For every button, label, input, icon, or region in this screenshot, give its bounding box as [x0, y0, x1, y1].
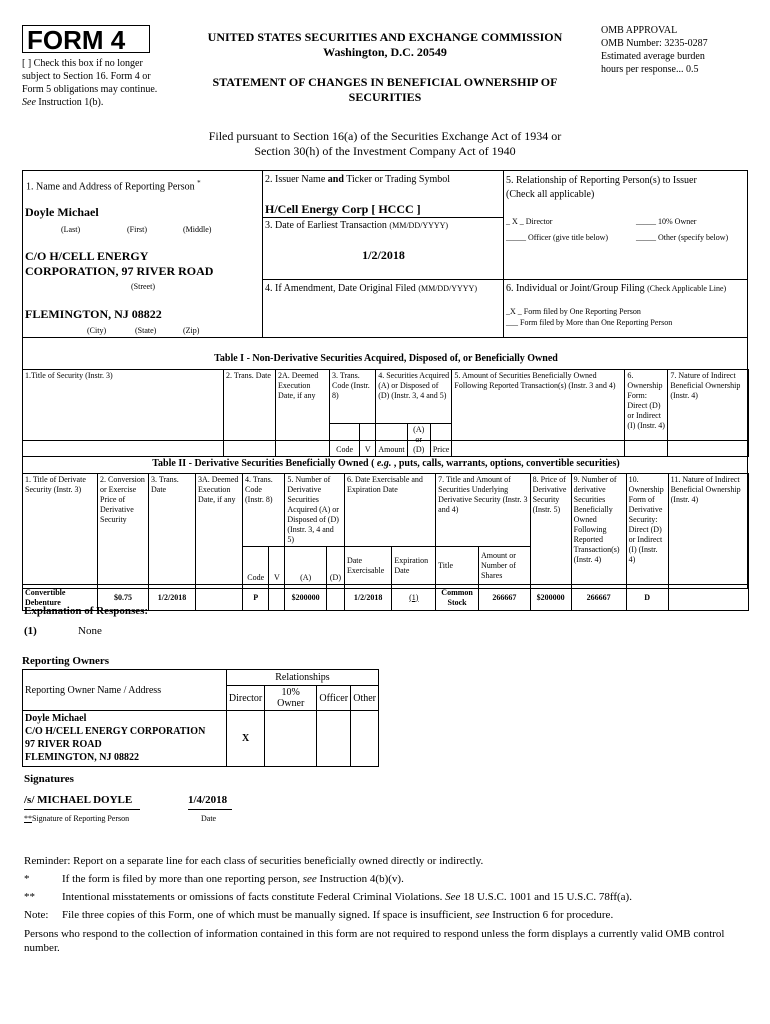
t2-row-deriv-price: $200000	[530, 585, 571, 611]
box5-label-line2: (Check all applicable)	[506, 189, 595, 200]
first-caption: (First)	[127, 225, 147, 234]
owner-col-name: Reporting Owner Name / Address	[23, 670, 227, 711]
table1-frame	[22, 337, 748, 454]
box1-label-text: 1. Name and Address of Reporting Person	[26, 181, 195, 193]
t1-col2a: 2A. Deemed Execution Date, if any	[276, 370, 330, 457]
t2-sub-v: V	[269, 547, 285, 585]
owner-line1: Doyle Michael	[25, 713, 87, 724]
t2-col5: 5. Number of Derivative Securities Acquired (A) or Disposed of (D) (Instr. 3, 4 and 5)	[285, 474, 345, 547]
omb-line3: Estimated average burden	[601, 51, 705, 62]
t2-col1: 1. Title of Derivate Security (Instr. 3)	[23, 474, 98, 585]
owner-address	[23, 711, 227, 767]
box4-label-text: 4. If Amendment, Date Original Filed	[265, 283, 416, 294]
t2-row-title: Convertible Debenture	[23, 585, 98, 611]
owner-officer-cell	[317, 711, 351, 767]
filed-line1: Filed pursuant to Section 16(a) of the Securities Exchange Act of 1934 or	[208, 129, 562, 143]
t2-col8: 8. Price of Derivative Security (Instr. 5)	[530, 474, 571, 585]
t2-sub-title: Title	[436, 547, 479, 585]
zip-caption: (Zip)	[183, 326, 200, 335]
footnote-star1-mark: *	[24, 873, 30, 885]
box6-label-text: 6. Individual or Joint/Group Filing	[506, 283, 645, 294]
t2-col4: 4. Trans. Code (Instr. 8)	[243, 474, 285, 547]
box4	[263, 280, 504, 337]
note-see: see	[475, 909, 490, 921]
director-option: _ X _ Director	[506, 217, 553, 226]
t2-row-owned: 266667	[571, 585, 626, 611]
filing-opt1: _X _ Form filed by One Reporting Person	[506, 307, 641, 316]
explanation-heading: Explanation of Responses:	[24, 605, 149, 617]
t1-col6: 6. Ownership Form: Direct (D) or Indirect (I) (Instr. 4)	[625, 370, 668, 457]
note-post: Instruction 6 for procedure.	[489, 909, 614, 921]
box2	[263, 171, 504, 218]
table2-frame	[22, 441, 748, 607]
t2-sub-expiration: Expiration Date	[392, 547, 436, 585]
earliest-transaction-date: 1/2/2018	[362, 248, 405, 262]
table1-title: Table I - Non-Derivative Securities Acquired, Disposed of, or Beneficially Owned	[214, 353, 558, 364]
state-caption: (State)	[135, 326, 157, 335]
owner-col-officer: Officer	[317, 686, 351, 711]
t2-row-und-title: Common Stock	[436, 585, 479, 611]
t2-row-expiration-link[interactable]: (1)	[392, 585, 436, 611]
box5-label	[506, 174, 697, 202]
t2-row-nature	[668, 585, 748, 611]
street-address	[25, 249, 213, 279]
agency-line2: Washington, D.C. 20549	[323, 45, 447, 59]
filed-pursuant	[100, 129, 670, 159]
t2-row-v	[269, 585, 285, 611]
officer-option: _____ Officer (give title below)	[506, 233, 609, 242]
footnote-star1	[62, 873, 404, 886]
t1-col5: 5. Amount of Securities Beneficially Owned Following Reported Transaction(s) (Instr. 3 and 4)	[452, 370, 625, 457]
t2-row-form: D	[626, 585, 668, 611]
t2-row-code: P	[243, 585, 269, 611]
reporting-grid	[22, 170, 748, 338]
t2-col10: 10. Ownership Form of Derivative Security: Direct (D) or Indirect (I) (Instr. 4)	[626, 474, 668, 585]
street-line2: CORPORATION, 97 RIVER ROAD	[25, 264, 214, 278]
table2-title-eg: e.g.	[376, 458, 392, 469]
check-box-notice	[22, 57, 172, 109]
box3	[263, 218, 504, 280]
table2	[22, 473, 749, 611]
explanation-t1: None	[78, 625, 102, 637]
owner-other-cell	[351, 711, 379, 767]
signatures-heading: Signatures	[24, 773, 74, 785]
signature-date: 1/4/2018	[188, 794, 232, 810]
t2-col3: 3. Trans. Date	[149, 474, 196, 585]
last-caption: (Last)	[61, 225, 81, 234]
note-text	[62, 909, 613, 922]
form-title: FORM 4	[27, 25, 126, 55]
box5	[504, 171, 747, 280]
table2-title-post: , puts, calls, warrants, options, convertible securities)	[391, 458, 620, 469]
explanation-n1: (1)	[24, 625, 37, 637]
owners-table	[22, 669, 379, 767]
agency-block	[175, 30, 595, 105]
star2-pre: Intentional misstatements or omissions of facts constitute Federal Criminal Violations.	[62, 891, 446, 903]
owner-col-ten-pct: 10% Owner	[265, 686, 317, 711]
footnote-star2-mark: **	[24, 891, 35, 903]
t2-row-exercisable: 1/2/2018	[344, 585, 391, 611]
star2-post: 18 U.S.C. 1001 and 15 U.S.C. 78ff(a).	[460, 891, 632, 903]
statement-line1: STATEMENT OF CHANGES IN BENEFICIAL OWNERSHIP OF	[212, 75, 558, 89]
t1-sub-code: Code	[330, 424, 360, 457]
ten-pct-option: _____ 10% Owner	[636, 217, 697, 226]
t1-col1: 1.Title of Security (Instr. 3)	[23, 370, 224, 457]
t1-col2: 2. Trans. Date	[224, 370, 276, 457]
box3-label-text: 3. Date of Earliest Transaction	[265, 220, 387, 231]
box6	[504, 280, 747, 337]
star1-post: Instruction 4(b)(v).	[316, 873, 404, 885]
t1-sub-price: Price	[430, 424, 452, 457]
table2-title-pre: Table II - Derivative Securities Beneficially Owned (	[152, 458, 377, 469]
signature-caption	[24, 814, 129, 824]
reminder: Reminder: Report on a separate line for each class of securities beneficially owned directly or indirectly.	[24, 855, 484, 867]
omb-block	[601, 24, 761, 76]
filed-line2: Section 30(h) of the Investment Company Act of 1940	[254, 144, 516, 158]
see-word: See	[22, 97, 36, 108]
t2-col9: 9. Number of derivative Securities Beneficially Owned Following Reported Transaction(s) (Instr. 4)	[571, 474, 626, 585]
reporter-name: Doyle Michael	[25, 205, 99, 219]
table-row	[23, 711, 379, 767]
box3-label-fmt: (MM/DD/YYYY)	[389, 221, 449, 230]
check-box-text: [ ] Check this box if no longer subject to Section 16. Form 4 or Form 5 obligations may continue.	[22, 58, 158, 95]
box6-label-note: (Check Applicable Line)	[647, 284, 727, 293]
check-box-suffix: Instruction 1(b).	[35, 97, 104, 108]
t2-col7: 7. Title and Amount of Securities Underlying Derivative Security (Instr. 3 and 4)	[436, 474, 530, 547]
signature-mark: **	[24, 814, 32, 823]
box1-label	[26, 177, 201, 193]
owner-line4: FLEMINGTON, NJ 08822	[25, 752, 139, 763]
statement-line2: SECURITIES	[348, 90, 422, 104]
t2-row-a: $200000	[285, 585, 327, 611]
t2-sub-a: (A)	[285, 547, 327, 585]
t1-sub-aord: (A) or (D)	[407, 424, 430, 457]
box1	[23, 171, 263, 337]
star1-see: see	[302, 873, 317, 885]
t2-sub-d: (D)	[326, 547, 344, 585]
signature-label: Signature of Reporting Person	[32, 814, 130, 823]
box2-label-post: Ticker or Trading Symbol	[343, 174, 451, 185]
omb-line2: OMB Number: 3235-0287	[601, 38, 708, 49]
owner-line2: C/O H/CELL ENERGY CORPORATION	[25, 726, 206, 737]
street-caption: (Street)	[131, 282, 155, 291]
filing-opt2: ___ Form filed by More than One Reporting Person	[506, 318, 673, 327]
omb-line1: OMB APPROVAL	[601, 25, 678, 36]
city-line: FLEMINGTON, NJ 08822	[25, 307, 162, 321]
issuer-name: H/Cell Energy Corp [ HCCC ]	[265, 202, 421, 216]
box3-label	[265, 220, 448, 232]
t2-row-date: 1/2/2018	[149, 585, 196, 611]
t1-col4: 4. Securities Acquired (A) or Disposed of (D) (Instr. 3, 4 and 5)	[376, 370, 452, 424]
t1-col3: 3. Trans. Code (Instr. 8)	[330, 370, 376, 424]
omb-line4: hours per response... 0.5	[601, 64, 699, 75]
signature-name: /s/ MICHAEL DOYLE	[24, 794, 140, 810]
owner-director-mark: X	[226, 711, 264, 767]
owner-col-other: Other	[351, 686, 379, 711]
t2-col6: 6. Date Exercisable and Expiration Date	[344, 474, 435, 547]
t2-sub-amount: Amount or Number of Shares	[478, 547, 530, 585]
middle-caption: (Middle)	[183, 225, 212, 234]
t2-col2: 2. Conversion or Exercise Price of Derivative Security	[98, 474, 149, 585]
star1-pre: If the form is filed by more than one reporting person,	[62, 873, 303, 885]
agency-line1: UNITED STATES SECURITIES AND EXCHANGE COMMISSION	[207, 30, 563, 44]
owner-ten-pct-cell	[265, 711, 317, 767]
note-mark: Note:	[24, 909, 49, 921]
box1-label-mark: *	[197, 179, 201, 187]
persons-notice: Persons who respond to the collection of information contained in this form are not required to respond unless the form displays a currently valid OMB control number.	[24, 928, 725, 954]
other-option: _____ Other (specify below)	[636, 233, 729, 242]
city-caption: (City)	[87, 326, 107, 335]
box4-label	[265, 283, 477, 295]
star2-see: See	[445, 891, 461, 903]
box5-label-line1: 5. Relationship of Reporting Person(s) to Issuer	[506, 175, 697, 186]
street-line1: C/O H/CELL ENERGY	[25, 249, 149, 263]
box2-label	[265, 174, 450, 186]
t1-col7: 7. Nature of Indirect Beneficial Ownership (Instr. 4)	[668, 370, 749, 457]
t2-sub-code: Code	[243, 547, 269, 585]
box2-label-and: and	[327, 174, 344, 185]
footnote-star2	[62, 891, 632, 904]
owners-heading: Reporting Owners	[22, 655, 110, 667]
owner-line3: 97 RIVER ROAD	[25, 739, 102, 750]
note-pre: File three copies of this Form, one of which must be manually signed. If space is insufficient,	[62, 909, 476, 921]
t2-row-und-amount: 266667	[478, 585, 530, 611]
t2-row-price: $0.75	[98, 585, 149, 611]
table2-title	[23, 458, 749, 470]
box6-label	[506, 283, 726, 295]
t2-row-deemed	[196, 585, 243, 611]
form-title-box	[22, 25, 150, 53]
box2-label-pre: 2. Issuer Name	[265, 174, 328, 185]
owner-col-director: Director	[226, 686, 264, 711]
t2-sub-exercisable: Date Exercisable	[344, 547, 391, 585]
owner-relationships: Relationships	[226, 670, 378, 686]
date-caption: Date	[201, 814, 217, 823]
t2-col3a: 3A. Deemed Execution Date, if any	[196, 474, 243, 585]
box4-label-fmt: (MM/DD/YYYY)	[418, 284, 477, 293]
t2-col11: 11. Nature of Indirect Beneficial Ownership (Instr. 4)	[668, 474, 748, 585]
t2-row-d	[326, 585, 344, 611]
t1-sub-v: V	[360, 424, 376, 457]
t1-sub-amount: Amount	[376, 424, 407, 457]
